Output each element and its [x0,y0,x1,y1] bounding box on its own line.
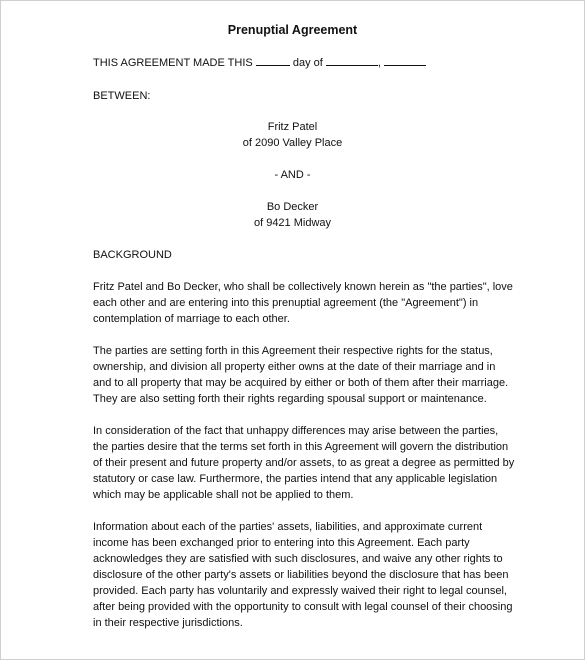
paragraph-3 [93,423,513,503]
paragraph-line: Information about each of the parties' assets, liabilities, and approximate current [93,521,483,533]
background-heading: BACKGROUND [93,249,172,261]
paragraph-line: ownership, and division all property either owns at the date of their marriage and in [93,361,496,373]
paragraph-line: in their respective jurisdictions. [93,617,243,629]
paragraph-line: In consideration of the fact that unhappy differences may arise between the parties, [93,425,499,437]
paragraph-line: acknowledges they are satisfied with such disclosures, and waive any other rights to [93,553,503,565]
paragraph-line: after being provided with the opportunity to consult with legal counsel of their choosing [93,601,513,613]
paragraph-4 [93,519,513,631]
party1-name: Fritz Patel [267,121,318,133]
paragraph-line: the parties desire that the terms set forth in this Agreement will govern the distribution [93,441,509,453]
paragraph-line: They are also setting forth their rights regarding spousal support or maintenance. [93,393,487,405]
paragraph-line: statutory or case law. Furthermore, the parties intend that any applicable legislation [93,473,498,485]
paragraph-line: contemplation of marriage to each other. [93,313,290,325]
day-blank [256,55,290,66]
party1-address: of 2090 Valley Place [242,137,343,149]
paragraph-line: disclosure of the other party's assets or liabilities beyond the disclosure that has been [93,569,509,581]
paragraph-line: income has been exchanged prior to entering into this Agreement. Each party [93,537,470,549]
date-comma: , [377,57,381,69]
paragraph-line: which may be applicable shall not be applied to them. [93,489,354,501]
month-blank [326,55,378,66]
agreement-made-text: THIS AGREEMENT MADE THIS [93,57,253,69]
agreement-date-line [93,55,426,71]
paragraph-2 [93,343,513,407]
paragraph-line: and to all property that may be acquired by either or both of them after their marriage. [93,377,509,389]
day-of-text: day of [292,57,323,69]
party2-address: of 9421 Midway [253,217,332,229]
paragraph-line: provided. Each party has voluntarily and expressly waived their right to legal counsel, [93,585,507,597]
paragraph-line: Fritz Patel and Bo Decker, who shall be collectively known herein as "the parties", love [93,281,513,293]
paragraph-line: The parties are setting forth in this Agreement their respective rights for the status, [93,345,493,357]
paragraph-line: each other and are entering into this prenuptial agreement (the "Agreement") in [93,297,479,309]
party2-name: Bo Decker [266,201,319,213]
between-label: BETWEEN: [93,90,151,102]
and-separator: - AND - [274,169,311,181]
year-blank [384,55,426,66]
paragraph-line: of their present and future property and/or assets, to as great a degree as permitted by [93,457,515,469]
paragraph-1 [93,279,513,327]
document-title: Prenuptial Agreement [227,23,358,37]
